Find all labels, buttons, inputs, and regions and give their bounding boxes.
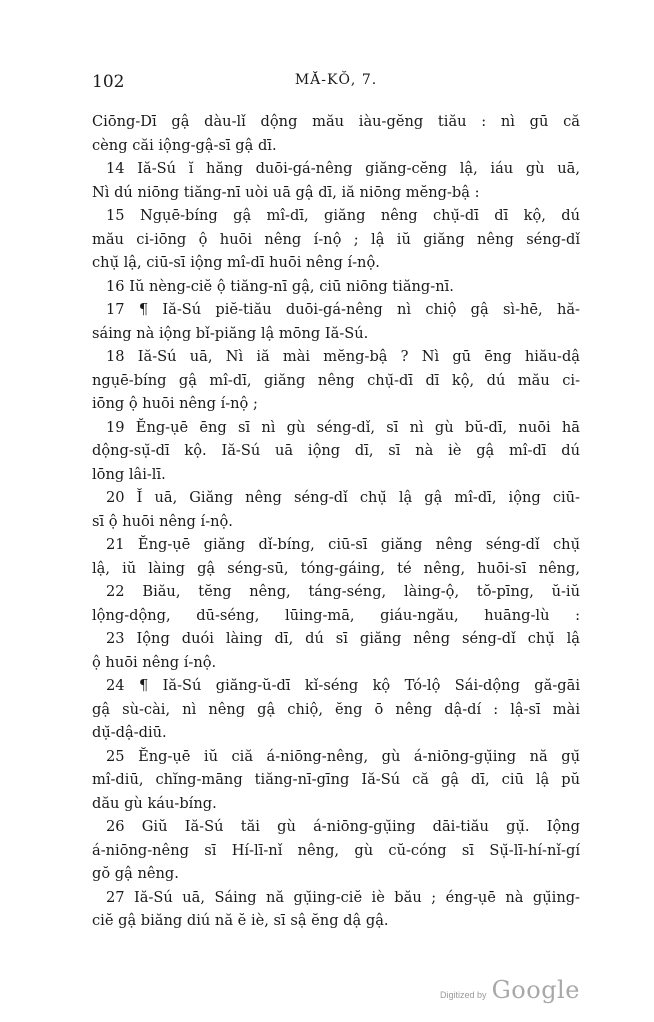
text-line: sī ộ huōi nêng í-nộ. <box>92 512 233 530</box>
text-line: Ciōng-Dī gậ dàu-lǐ dộng mău iàu-gĕng tiău : nì gū că <box>92 113 580 130</box>
verse-21-line: 21 Ĕng-ụē giăng dǐ-bíng, ciū-sī giăng nêng séng-dǐ chụ̆ <box>106 536 580 553</box>
text-line: lōng lâi-lī. <box>92 465 166 483</box>
verse-19-line: 19 Ĕng-ụē ēng sī nì gù séng-dǐ, sī nì gù bŭ-dī, nuōi hā <box>106 418 580 436</box>
text-line: ộ huōi nêng í-nộ. <box>92 653 217 671</box>
verse-18-line: 18 Iă-Sú uā, Nì iă mài mĕng-bậ ? Nì gū ēng hiău-dậ <box>106 348 580 365</box>
verse-20-line: 20 Ĭ uā, Giăng nêng séng-dǐ chụ̆ lậ gậ mî-dī, iộng ciū- <box>106 489 580 506</box>
verse-17-line: 17 ¶ Iă-Sú piĕ-tiău duōi-gá-nêng nì chiộ gậ sì-hē, hă- <box>106 301 580 318</box>
text-line: á-niōng-nêng sī Hí-lī-nǐ nêng, gù cŭ-cóng sī Sụ̆-lī-hí-nǐ-gí <box>92 841 580 859</box>
verse-24-line: 24 ¶ Iă-Sú giăng-ŭ-dī kǐ-séng kộ Tó-lộ Sái-dộng gă-gāi <box>106 677 580 694</box>
text-line: gŏ gậ nêng. <box>92 865 179 882</box>
text-line: mî-diū, chĭng-māng tiăng-nī-gīng Iă-Sú că gậ dī, ciū lậ pŭ <box>92 771 580 788</box>
page-header <box>92 72 580 96</box>
text-line: Nì dú niōng tiăng-nī uòi uā gậ dī, iă niōng mĕng-bậ : <box>92 183 480 201</box>
text-line: chụ̆ lậ, ciū-sī iộng mî-dī huōi nêng í-nộ. <box>92 254 380 271</box>
verse-27-line: 27 Iă-Sú uā, Sáing nă gụ̆ing-ciĕ iè bău ; éng-ụē nà gụ̆ing- <box>106 888 580 906</box>
text-line: lậ, iŭ làing gậ séng-sū, tóng-gáing, té nêng, huōi-sī nêng, <box>92 559 580 577</box>
text-line: sáing nà iộng bǐ-piăng lậ mōng Iă-Sú. <box>92 324 369 342</box>
verse-14-line: 14 Iă-Sú ĭ hăng duōi-gá-nêng giăng-cĕng lậ, iáu gù uā, <box>106 160 580 177</box>
text-line: mău ci-iōng ộ huōi nêng í-nộ ; lậ iŭ giăng nêng séng-dǐ <box>92 230 580 248</box>
text-line: gậ sù-cài, nì nêng gậ chiộ, ĕng ō nêng dậ-dí : lậ-sī mài <box>92 700 580 718</box>
running-head: MĂ-KŎ, 7. <box>294 72 378 88</box>
text-line: ngụē-bíng gậ mî-dī, giăng nêng chụ̆-dī dī kộ, dú mău ci- <box>92 371 580 389</box>
text-line: ciĕ gậ biăng diú nă ĕ iè, sī sậ ĕng dậ gậ. <box>92 912 389 929</box>
text-line: iōng ộ huōi nêng í-nộ ; <box>92 395 258 412</box>
digitized-watermark <box>440 976 580 1004</box>
verse-26-line: 26 Giŭ Iă-Sú tăi gù á-niōng-gụ̆ing dāi-tiău gụ̆. Iộng <box>106 818 580 835</box>
text-line: dụ̆-dậ-diū. <box>92 724 167 741</box>
page-number: 102 <box>92 72 125 92</box>
text-line: cèng căi iộng-gậ-sī gậ dī. <box>92 136 277 154</box>
text-line: dău gù káu-bíng. <box>92 794 217 812</box>
text-line: lộng-dộng, dū-séng, lūing-mā, giáu-ngău, huāng-lù : <box>92 606 580 624</box>
verse-23-line: 23 Iộng duói làing dī, dú sī giăng nêng séng-dǐ chụ̆ lậ <box>106 630 580 647</box>
verse-15-line: 15 Ngụē-bíng gậ mî-dī, giăng nêng chụ̆-dī dī kộ, dú <box>106 207 580 224</box>
verse-16-line: 16 Iŭ nèng-ciĕ ộ tiăng-nī gậ, ciū niōng tiăng-nī. <box>106 277 454 295</box>
google-logo: Google <box>491 976 580 1004</box>
text-line: dộng-sụ̆-dī kộ. Iă-Sú uā iộng dī, sī nà iè gậ mî-dī dú <box>92 442 580 459</box>
digitized-by-label: Digitized by <box>440 990 487 1000</box>
body-text <box>92 110 580 933</box>
verse-25-line: 25 Ĕng-ụē iŭ ciă á-niōng-nêng, gù á-niōng-gụ̆ing nă gụ̆ <box>106 747 580 765</box>
verse-22-line: 22 Biău, tĕng nêng, táng-séng, làing-ộ, tŏ-pīng, ŭ-iŭ <box>106 583 580 600</box>
